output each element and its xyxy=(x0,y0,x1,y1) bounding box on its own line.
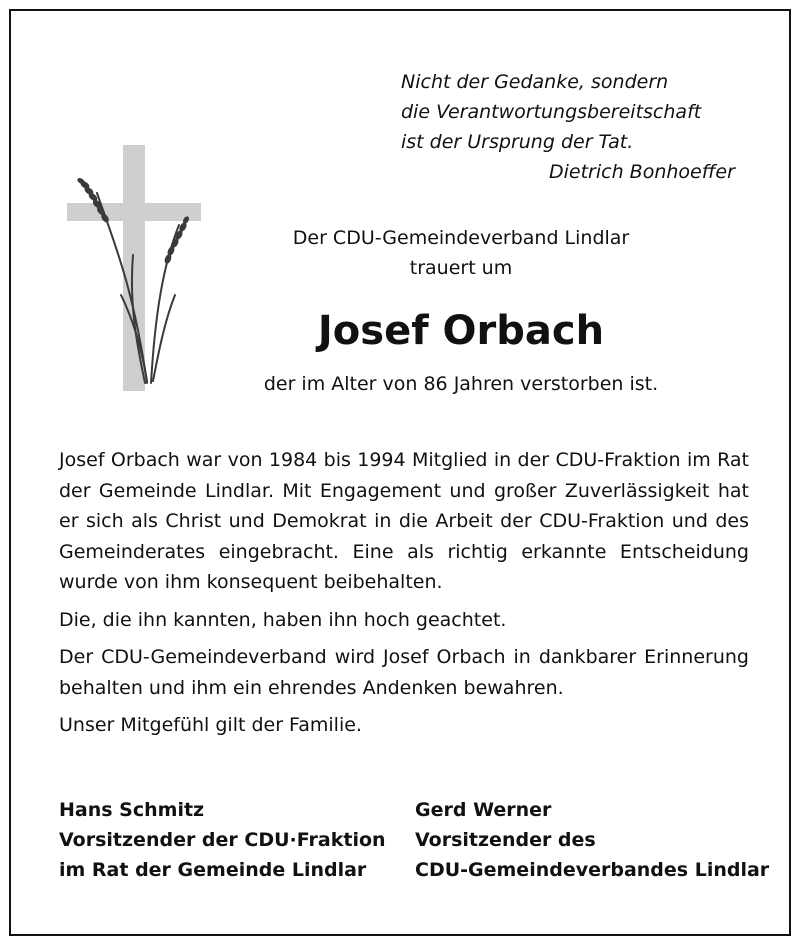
obituary-body xyxy=(59,445,749,748)
quote-line: Nicht der Gedanke, sondern xyxy=(401,71,669,93)
deceased-name: Josef Orbach xyxy=(317,308,605,354)
body-paragraph: Die, die ihn kannten, haben ihn hoch geachtet. xyxy=(59,608,507,631)
signature-right xyxy=(415,795,775,885)
body-paragraph: Der CDU-Gemeindeverband wird Josef Orbach in dankbarer Erinnerung behalten und ihm ein ehrendes Andenken bewahren. xyxy=(59,646,749,699)
body-paragraph: Josef Orbach war von 1984 bis 1994 Mitglied in der CDU-Fraktion im Rat der Gemeinde Lindlar. Mit Engagement und großer Zuverlässigkeit hat er sich als Christ und Demokrat in die Arbeit der CDU-Fraktion und des Gemeinderates eingebracht. Eine als richtig erkannte Entscheidung wurde von ihm konsequent beibehalten. xyxy=(59,449,749,593)
signatory-title: Vorsitzender der CDU·Fraktion xyxy=(59,829,386,851)
announcement-org xyxy=(211,223,711,283)
org-line: Der CDU-Gemeindeverband Lindlar xyxy=(292,227,630,249)
quote-line: ist der Ursprung der Tat. xyxy=(401,131,634,153)
signatory-name: Hans Schmitz xyxy=(59,799,205,821)
signatory-name: Gerd Werner xyxy=(415,799,552,821)
mourns-line: trauert um xyxy=(409,257,513,279)
age-line: der im Alter von 86 Jahren verstorben ist. xyxy=(263,373,659,395)
quote-line: die Verantwortungsbereitschaft xyxy=(401,101,702,123)
body-paragraph: Unser Mitgefühl gilt der Familie. xyxy=(59,714,362,736)
signatory-title: CDU-Gemeindeverbandes Lindlar xyxy=(415,859,770,881)
signatory-title: Vorsitzender des xyxy=(415,829,596,851)
signature-left xyxy=(59,795,389,885)
cross-with-wheat-icon xyxy=(67,145,207,395)
obituary-notice xyxy=(9,9,791,936)
epigraph-quote xyxy=(401,67,761,187)
quote-author: Dietrich Bonhoeffer xyxy=(549,161,735,183)
signatory-title: im Rat der Gemeinde Lindlar xyxy=(59,859,367,881)
